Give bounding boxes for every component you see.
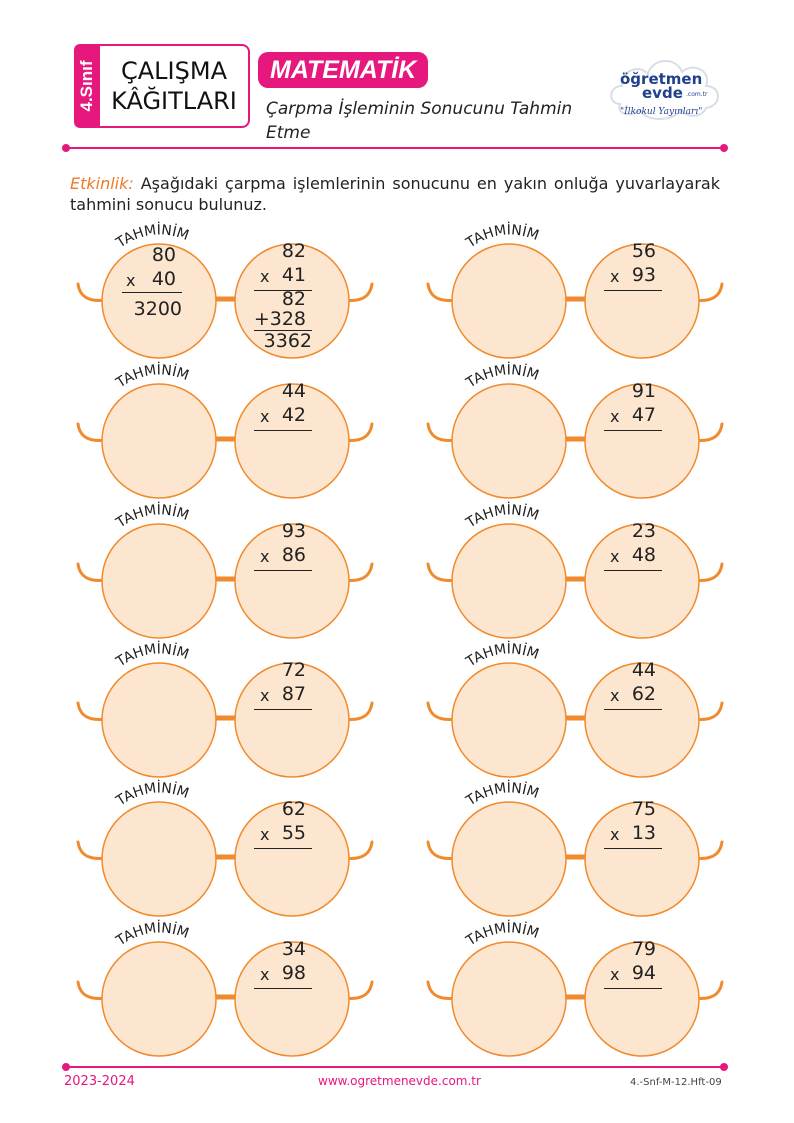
lens-left (452, 663, 566, 777)
lens-left (452, 942, 566, 1056)
factor-b: 98 (281, 962, 306, 984)
glasses-illustration (426, 504, 726, 654)
problem-card (426, 782, 726, 932)
factor-b: 87 (281, 683, 306, 705)
svg-text:"İlkokul Yayınları": "İlkokul Yayınları" (620, 107, 703, 117)
problem-card (426, 224, 726, 374)
header-rule (66, 147, 724, 149)
problem-card (426, 364, 726, 514)
factor-a: 62 (281, 798, 306, 820)
factor-b: 47 (631, 404, 656, 426)
lens-left (452, 802, 566, 916)
estimate-label: TAHMİNİM (113, 641, 191, 671)
glasses-illustration (76, 504, 376, 654)
problem-card (426, 504, 726, 654)
estimate-label: TAHMİNİM (463, 641, 541, 671)
glasses-illustration (426, 224, 726, 374)
factor-a: 34 (281, 938, 306, 960)
answer-line (254, 988, 312, 989)
grade-label: 4.Sınıf (77, 60, 96, 112)
estimate-factor-b: 40 (151, 268, 176, 290)
title-line-2: KÂĞITLARI (111, 87, 237, 115)
glasses-illustration (426, 782, 726, 932)
multiply-sign: x (610, 267, 620, 286)
estimate-label: TAHMİNİM (113, 362, 191, 392)
glasses-illustration (76, 364, 376, 514)
estimate-label: TAHMİNİM (113, 920, 191, 950)
estimate-label: TAHMİNİM (113, 780, 191, 810)
multiply-sign: x (610, 686, 620, 705)
answer-line (604, 570, 662, 571)
answer-line (604, 290, 662, 291)
estimate-label: TAHMİNİM (113, 502, 191, 532)
factor-a: 75 (631, 798, 656, 820)
answer-line (604, 988, 662, 989)
problem-card (426, 643, 726, 793)
lens-left (452, 524, 566, 638)
multiply-sign: x (260, 547, 270, 566)
rule-dot (62, 1063, 70, 1071)
answer-line (254, 570, 312, 571)
lens-left (102, 802, 216, 916)
estimate-label: TAHMİNİM (463, 920, 541, 950)
rule-dot (62, 144, 70, 152)
partial-product: +328 (253, 308, 306, 330)
instruction-label: Etkinlik: (70, 174, 134, 193)
answer-line (604, 430, 662, 431)
factor-b: 94 (631, 962, 656, 984)
factor-a: 23 (631, 520, 656, 542)
factor-a: 91 (631, 380, 656, 402)
multiply-sign: x (260, 407, 270, 426)
factor-b: 13 (631, 822, 656, 844)
multiply-sign: x (610, 407, 620, 426)
problem-card (76, 224, 376, 374)
factor-a: 72 (281, 659, 306, 681)
exact-result: 3362 (263, 330, 312, 352)
footer-rule (66, 1066, 724, 1068)
factor-b: 42 (281, 404, 306, 426)
factor-b: 93 (631, 264, 656, 286)
footer-website[interactable]: www.ogretmenevde.com.tr (318, 1074, 481, 1088)
estimate-result: 3200 (133, 298, 182, 320)
problem-card (76, 922, 376, 1072)
instruction (70, 173, 720, 215)
multiply-sign: x (610, 547, 620, 566)
subject-banner: MATEMATİK (258, 52, 428, 88)
lens-left (452, 244, 566, 358)
factor-a: 44 (631, 659, 656, 681)
factor-a: 93 (281, 520, 306, 542)
lens-left (452, 384, 566, 498)
svg-text:evde: evde (642, 84, 683, 102)
answer-line (604, 709, 662, 710)
answer-line (122, 292, 182, 293)
multiply-sign: x (260, 686, 270, 705)
answer-line (254, 848, 312, 849)
factor-b: 62 (631, 683, 656, 705)
lens-left (102, 942, 216, 1056)
multiply-sign: x (260, 267, 270, 286)
lens-left (102, 663, 216, 777)
lens-left (102, 384, 216, 498)
glasses-illustration (426, 643, 726, 793)
lens-left (102, 524, 216, 638)
multiply-sign: x (610, 825, 620, 844)
svg-text:öğretmen: öğretmen (620, 70, 703, 88)
glasses-illustration (76, 643, 376, 793)
problem-card (426, 922, 726, 1072)
factor-b: 48 (631, 544, 656, 566)
problem-card (76, 643, 376, 793)
estimate-label: TAHMİNİM (463, 362, 541, 392)
factor-b: 86 (281, 544, 306, 566)
svg-text:.com.tr: .com.tr (686, 91, 708, 98)
multiply-sign: x (126, 271, 136, 290)
answer-line (604, 848, 662, 849)
glasses-illustration (76, 782, 376, 932)
factor-b: 55 (281, 822, 306, 844)
factor-a: 44 (281, 380, 306, 402)
factor-a: 82 (281, 240, 306, 262)
estimate-factor-a: 80 (151, 244, 176, 266)
answer-line (254, 430, 312, 431)
footer-year: 2023-2024 (64, 1074, 135, 1089)
problem-card (76, 504, 376, 654)
glasses-illustration (76, 922, 376, 1072)
multiply-sign: x (610, 965, 620, 984)
multiply-sign: x (260, 825, 270, 844)
glasses-illustration (426, 922, 726, 1072)
estimate-label: TAHMİNİM (463, 222, 541, 252)
footer-code: 4.-Snf-M-12.Hft-09 (630, 1077, 722, 1088)
factor-b: 41 (281, 264, 306, 286)
factor-a: 79 (631, 938, 656, 960)
topic-title: Çarpma İşleminin Sonucunu Tahmin Etme (266, 99, 573, 143)
multiply-sign: x (260, 965, 270, 984)
publisher-logo (606, 46, 724, 128)
problem-card (76, 782, 376, 932)
partial-product: 82 (281, 288, 306, 310)
estimate-label: TAHMİNİM (463, 502, 541, 532)
problem-card (76, 364, 376, 514)
rule-dot (720, 1063, 728, 1071)
worksheet-title (98, 44, 250, 128)
rule-dot (720, 144, 728, 152)
title-line-1: ÇALIŞMA (121, 57, 227, 85)
factor-a: 56 (631, 240, 656, 262)
answer-line (254, 709, 312, 710)
glasses-illustration (426, 364, 726, 514)
instruction-text: Aşağıdaki çarpma işlemlerinin sonucunu en yakın onluğa yuvarlayarak tahmini sonucu bulunuz. (70, 174, 720, 214)
estimate-label: TAHMİNİM (463, 780, 541, 810)
estimate-label: TAHMİNİM (113, 222, 191, 252)
